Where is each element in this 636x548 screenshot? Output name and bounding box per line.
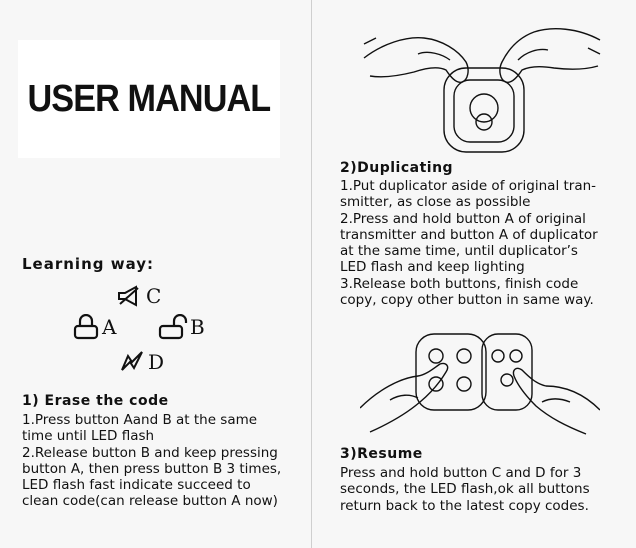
text-line: Press and hold button C and D for 3 (340, 465, 582, 481)
text-line: clean code(can release button A now) (22, 493, 278, 510)
text-line: at the same time, until duplicator’s (340, 243, 578, 260)
two-remotes-illustration (360, 328, 600, 438)
locked-padlock-icon (72, 314, 100, 340)
unlocked-padlock-icon (158, 314, 188, 340)
duplicating-heading: 2)Duplicating (340, 160, 454, 176)
text-line: return back to the latest copy codes. (340, 497, 589, 514)
text-line: button A, then press button B 3 times, (22, 460, 282, 477)
button-a-letter: A (102, 315, 117, 339)
text-line: time until LED flash (22, 428, 155, 445)
resume-heading: 3)Resume (340, 446, 423, 462)
text-line: LED flash and keep lighting (340, 259, 525, 276)
resume-body (340, 465, 616, 514)
text-line: smitter, as close as possible (340, 194, 531, 211)
text-line: 2.Release button B and keep pressing (22, 444, 278, 461)
button-d (118, 350, 164, 374)
erase-heading: 1) Erase the code (22, 393, 169, 409)
button-a (72, 314, 116, 340)
text-line: transmitter and button A of duplicator (340, 226, 598, 243)
remote-hands-illustration (362, 10, 602, 155)
button-b (158, 314, 205, 340)
title-box (18, 40, 280, 158)
button-d-letter: D (148, 350, 165, 374)
text-line: 2.Press and hold button A of original (340, 210, 586, 227)
speaker-icon (116, 285, 144, 307)
learning-way-label: Learning way: (22, 255, 155, 273)
duplicating-body (340, 178, 626, 308)
button-b-letter: B (190, 315, 205, 339)
column-divider (311, 0, 312, 548)
text-line: LED flash fast indicate succeed to (22, 477, 251, 494)
page-title: USER MANUAL (27, 77, 271, 120)
text-line: copy, copy other button in same way. (340, 292, 594, 309)
text-line: 1.Put duplicator aside of original tran- (340, 178, 597, 194)
button-c-letter: C (146, 284, 162, 308)
erase-body (22, 412, 308, 510)
lightning-icon (118, 350, 146, 374)
button-c (116, 284, 161, 308)
text-line: seconds, the LED flash,ok all buttons (340, 481, 590, 498)
text-line: 1.Press button Aand B at the same (22, 412, 258, 428)
text-line: 3.Release both buttons, finish code (340, 275, 579, 292)
